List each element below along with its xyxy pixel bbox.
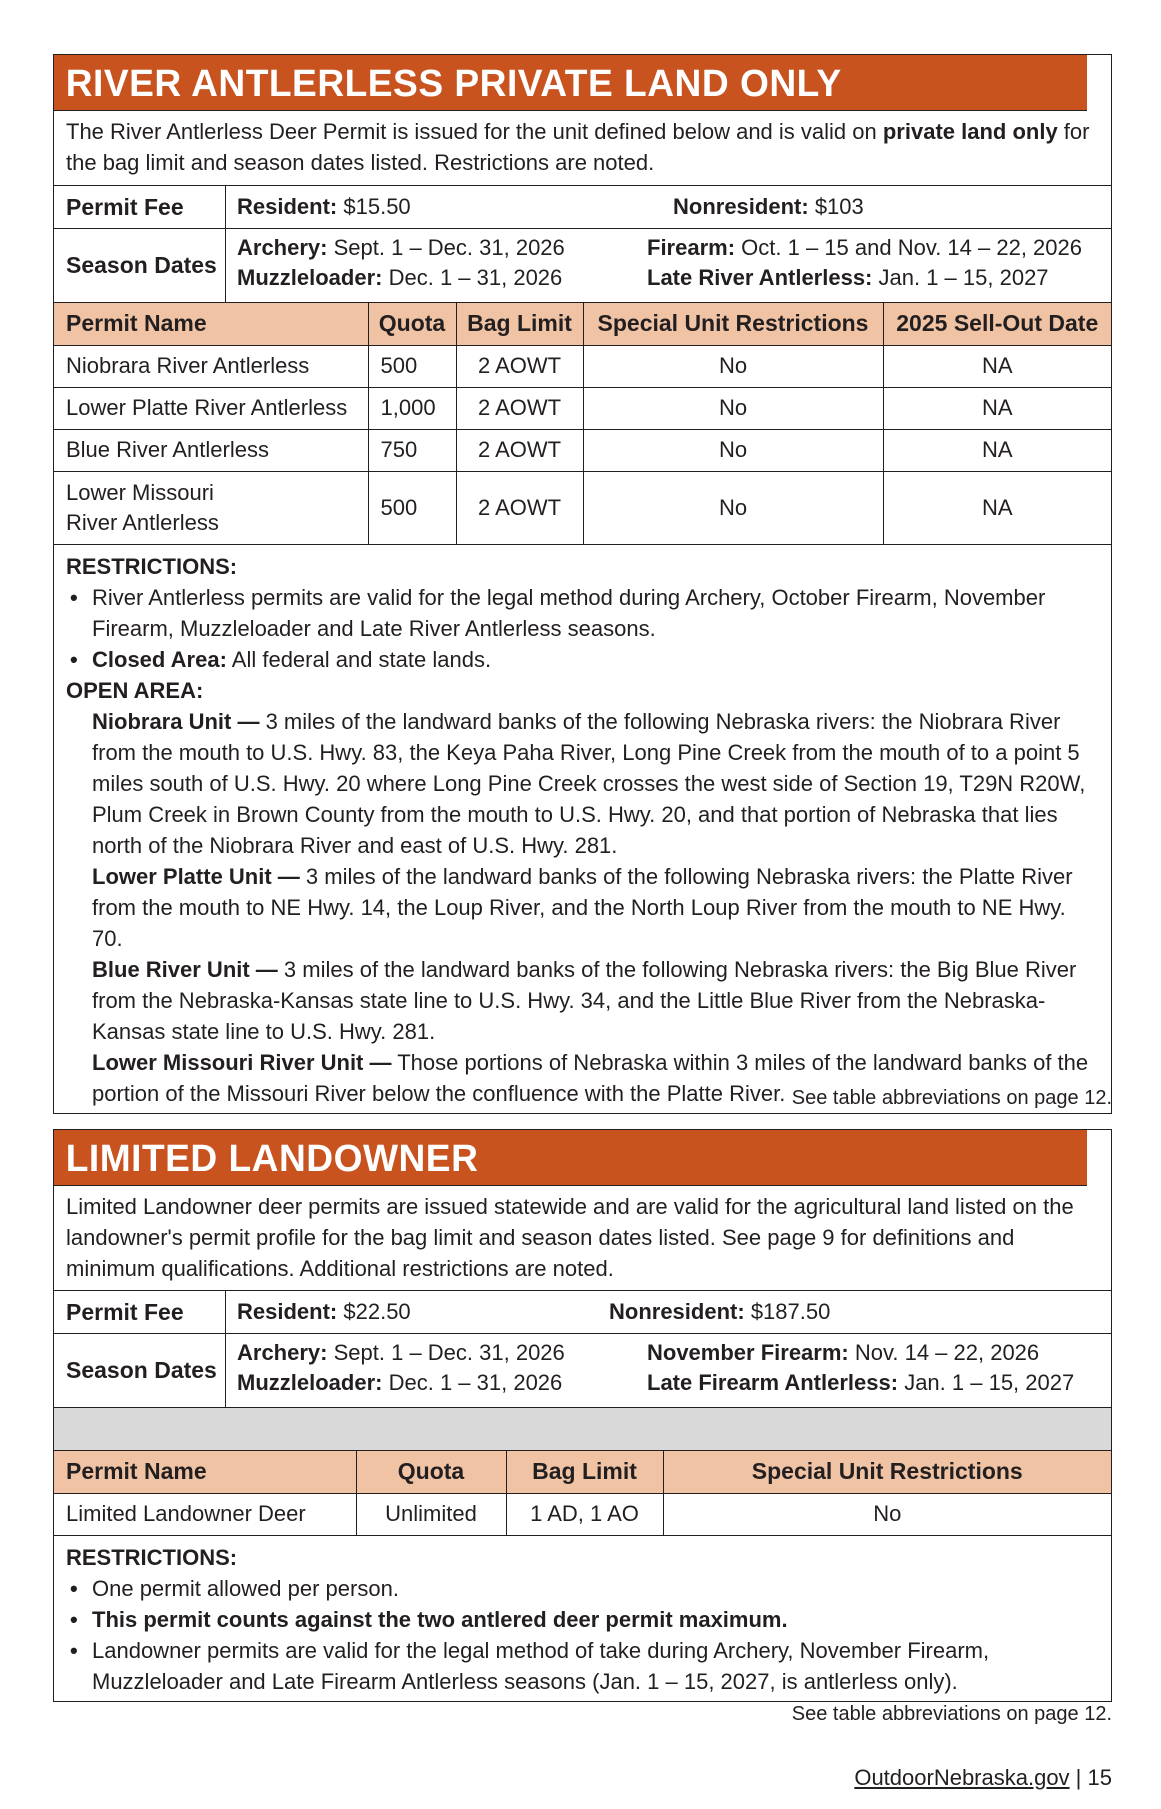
permit-fee-row (54, 186, 1111, 229)
restriction-item: • One permit allowed per person. (66, 1573, 1099, 1604)
table-row: Lower Platte River Antlerless 1,000 2 AOWT No NA (54, 387, 1111, 429)
season-dates-row (54, 1334, 1111, 1408)
col-quota: Quota (356, 1451, 506, 1493)
landowner-permit-table (54, 1451, 1111, 1536)
section-intro: The River Antlerless Deer Permit is issued for the unit defined below and is valid on private land only for the bag limit and season dates listed. Restrictions are noted. (54, 111, 1111, 186)
season-dates-label: Season Dates (54, 1334, 226, 1407)
late-river-antlerless-dates: Late River Antlerless: Jan. 1 – 15, 2027 (647, 265, 1049, 290)
restrictions-heading: RESTRICTIONS: (66, 553, 238, 579)
late-firearm-antlerless-dates: Late Firearm Antlerless: Jan. 1 – 15, 2027 (647, 1370, 1075, 1395)
river-permit-table (54, 303, 1111, 545)
table-row: Blue River Antlerless 750 2 AOWT No NA (54, 429, 1111, 471)
restrictions-block (54, 1536, 1111, 1701)
restriction-item: • River Antlerless permits are valid for the legal method during Archery, October Firearm, November Firearm, Muzzleloader and Late River Antlerless seasons. (66, 582, 1099, 644)
table-header-row (54, 303, 1111, 345)
page-number: 15 (1087, 1765, 1112, 1790)
season-dates-row (54, 229, 1111, 303)
table-header-row (54, 1451, 1111, 1493)
archery-dates: Archery: Sept. 1 – Dec. 31, 2026 (237, 1340, 565, 1365)
col-bag-limit: Bag Limit (456, 303, 583, 345)
season-dates-label: Season Dates (54, 229, 226, 302)
col-quota: Quota (368, 303, 456, 345)
nonresident-fee: Nonresident: $103 (673, 194, 864, 219)
table-row: Lower Missouri River Antlerless 500 2 AOWT No NA (54, 471, 1111, 544)
gray-spacer-band (54, 1408, 1111, 1451)
col-special-restrictions: Special Unit Restrictions (663, 1451, 1111, 1493)
page-footer: OutdoorNebraska.gov | 15 (854, 1765, 1112, 1790)
river-antlerless-section (53, 54, 1112, 1114)
col-permit-name: Permit Name (54, 303, 368, 345)
restriction-item: • Closed Area: All federal and state lands. (66, 644, 1099, 675)
section-intro: Limited Landowner deer permits are issued statewide and are valid for the agricultural land listed on the landowner's permit profile for the bag limit and season dates listed. See page 9 for definitions and minimum qualifications. Additional restrictions are noted. (54, 1186, 1111, 1291)
restriction-item: • This permit counts against the two antlered deer permit maximum. (66, 1604, 1099, 1635)
resident-fee: Resident: $15.50 (237, 194, 411, 219)
muzzleloader-dates: Muzzleloader: Dec. 1 – 31, 2026 (237, 265, 563, 290)
limited-landowner-section (53, 1129, 1112, 1702)
november-firearm-dates: November Firearm: Nov. 14 – 22, 2026 (647, 1340, 1040, 1365)
unit-description: Blue River Unit — 3 miles of the landward banks of the following Nebraska rivers: the Big Blue River from the Nebraska-Kansas state line to U.S. Hwy. 34, and the Little Blue River from the Nebraska-Kansas state line to U.S. Hwy. 281. (92, 956, 1077, 1044)
unit-description: Lower Missouri River Unit — Those portions of Nebraska within 3 miles of the landward banks of the portion of the Missouri River below the confluence with the Platte River. (92, 1049, 1089, 1106)
permit-fee-row (54, 1291, 1111, 1334)
table-row: Limited Landowner Deer Unlimited 1 AD, 1 AO No (54, 1493, 1111, 1535)
permit-fee-label: Permit Fee (54, 1291, 226, 1333)
section-title: LIMITED LANDOWNER (54, 1130, 1087, 1186)
unit-description: Lower Platte Unit — 3 miles of the landward banks of the following Nebraska rivers: the Platte River from the mouth to NE Hwy. 14, the Loup River, and the North Loup River from the mouth to NE Hwy. 70. (92, 863, 1073, 951)
restrictions-block (54, 545, 1111, 1113)
col-bag-limit: Bag Limit (506, 1451, 663, 1493)
col-sellout-date: 2025 Sell-Out Date (883, 303, 1111, 345)
unit-description: Niobrara Unit — 3 miles of the landward banks of the following Nebraska rivers: the Niobrara River from the mouth to U.S. Hwy. 83, the Keya Paha River, Long Pine Creek from the mouth of to a point 5 miles south of U.S. Hwy. 20 where Long Pine Creek crosses the west side of Section 19, T29N R20W, Plum Creek in Brown County from the mouth to U.S. Hwy. 20, and that portion of Nebraska that lies north of the Niobrara River and east of U.S. Hwy. 281. (92, 708, 1086, 858)
section-title: RIVER ANTLERLESS PRIVATE LAND ONLY (54, 55, 1087, 111)
resident-fee: Resident: $22.50 (237, 1299, 411, 1324)
restriction-item: • Landowner permits are valid for the legal method of take during Archery, November Firearm, Muzzleloader and Late Firearm Antlerless seasons (Jan. 1 – 15, 2027, is antlerless only). (66, 1635, 1099, 1697)
nonresident-fee: Nonresident: $187.50 (609, 1299, 831, 1324)
website-link[interactable]: OutdoorNebraska.gov (854, 1765, 1070, 1790)
col-special-restrictions: Special Unit Restrictions (583, 303, 883, 345)
muzzleloader-dates: Muzzleloader: Dec. 1 – 31, 2026 (237, 1370, 563, 1395)
open-area-heading: OPEN AREA: (66, 677, 204, 703)
table-row: Niobrara River Antlerless 500 2 AOWT No NA (54, 345, 1111, 387)
restrictions-heading: RESTRICTIONS: (66, 1544, 238, 1570)
firearm-dates: Firearm: Oct. 1 – 15 and Nov. 14 – 22, 2026 (647, 235, 1082, 260)
archery-dates: Archery: Sept. 1 – Dec. 31, 2026 (237, 235, 565, 260)
col-permit-name: Permit Name (54, 1451, 356, 1493)
abbreviations-note: See table abbreviations on page 12. (791, 1087, 1112, 1109)
permit-fee-label: Permit Fee (54, 186, 226, 228)
abbreviations-note: See table abbreviations on page 12. (791, 1703, 1112, 1725)
